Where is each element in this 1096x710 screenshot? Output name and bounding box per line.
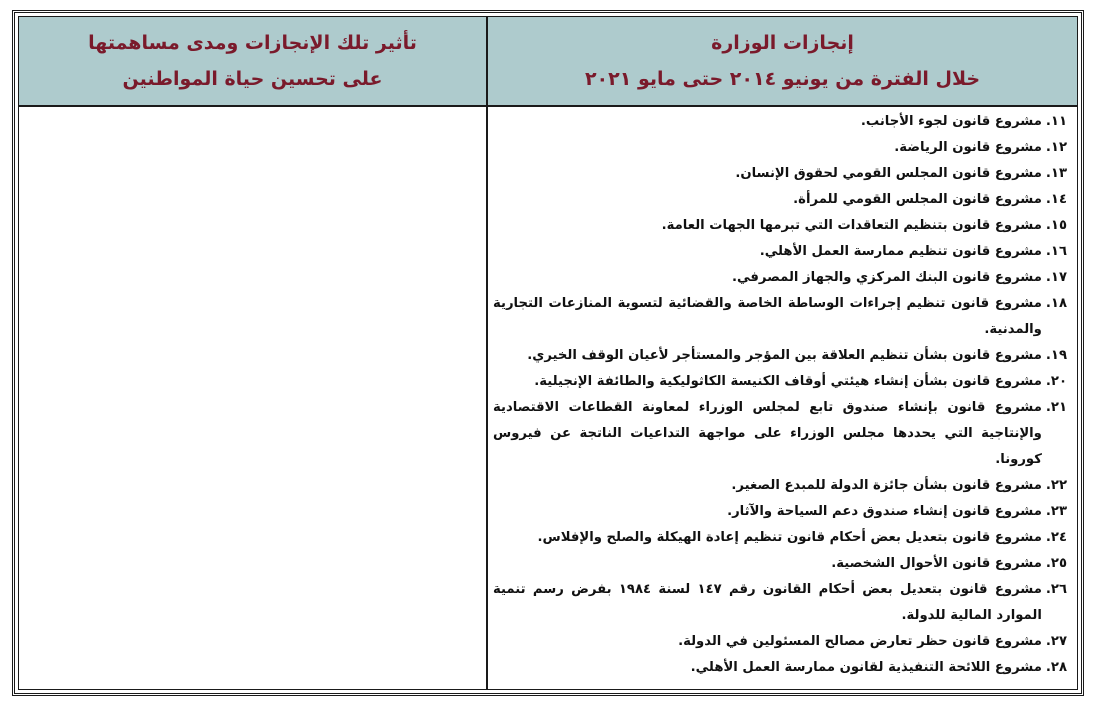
list-item-number: ١١.	[1045, 114, 1067, 129]
list-item-number: ١٧.	[1045, 270, 1067, 285]
list-item-number: ٢٢.	[1045, 478, 1067, 493]
list-item-text: مشروع قانون البنك المركزي والجهاز المصرفي.	[731, 270, 1042, 285]
column-divider	[486, 17, 488, 689]
list-item	[493, 187, 1067, 213]
list-item-text: مشروع قانون الأحوال الشخصية.	[831, 556, 1042, 571]
list-item	[493, 265, 1067, 291]
list-item-number: ١٩.	[1045, 348, 1067, 363]
list-item-number: ٢٧.	[1045, 634, 1067, 649]
list-item-number: ٢٥.	[1045, 556, 1067, 571]
list-item-text: مشروع قانون المجلس القومي لحقوق الإنسان.	[735, 166, 1042, 181]
list-item-text: مشروع قانون إنشاء صندوق دعم السياحة والآثار.	[727, 504, 1042, 519]
list-item	[493, 395, 1067, 473]
list-item-text: مشروع قانون بشأن جائزة الدولة للمبدع الصغير.	[731, 478, 1042, 493]
table-header-row	[19, 17, 1077, 107]
list-item-number: ٢٣.	[1045, 504, 1067, 519]
list-item	[493, 213, 1067, 239]
header-impact-cell	[19, 17, 486, 105]
list-item-text: مشروع قانون بإنشاء صندوق تابع لمجلس الوزراء لمعاونة القطاعات الاقتصادية والإنتاجية التي يحددها مجلس الوزراء على مواجهة التداعيات الناتجة عن فيروس كورونا.	[493, 400, 1042, 467]
list-item	[493, 499, 1067, 525]
list-item-text: مشروع قانون بتعديل بعض أحكام قانون تنظيم إعادة الهيكلة والصلح والإفلاس.	[537, 530, 1042, 545]
list-item	[493, 655, 1067, 681]
list-item-text: مشروع قانون بتنظيم التعاقدات التي تبرمها الجهات العامة.	[661, 218, 1042, 233]
list-item-text: مشروع قانون المجلس القومي للمرأة.	[793, 192, 1042, 207]
list-item-text: مشروع اللائحة التنفيذية لقانون ممارسة العمل الأهلي.	[690, 660, 1042, 675]
header-achievements-line2: خلال الفترة من يونيو ٢٠١٤ حتى مايو ٢٠٢١	[584, 68, 981, 90]
list-item-text: مشروع قانون الرياضة.	[894, 140, 1042, 155]
list-item-number: ١٣.	[1045, 166, 1067, 181]
list-item-text: مشروع قانون تنظيم ممارسة العمل الأهلي.	[759, 244, 1042, 259]
list-item-text: مشروع قانون بتعديل بعض أحكام القانون رقم ١٤٧ لسنة ١٩٨٤ بفرض رسم تنمية الموارد المالية للدولة.	[493, 582, 1042, 623]
list-item	[493, 239, 1067, 265]
header-impact-line1: تأثير تلك الإنجازات ومدى مساهمتها	[88, 32, 417, 54]
list-item	[493, 473, 1067, 499]
list-item	[493, 343, 1067, 369]
list-item-number: ١٦.	[1045, 244, 1067, 259]
list-item-number: ٢٤.	[1045, 530, 1067, 545]
list-item-number: ١٤.	[1045, 192, 1067, 207]
list-item	[493, 135, 1067, 161]
list-item	[493, 629, 1067, 655]
list-item-number: ٢٨.	[1045, 660, 1067, 675]
list-item	[493, 291, 1067, 343]
list-item-text: مشروع قانون بشأن إنشاء هيئتي أوقاف الكنيسة الكاثوليكية والطائفة الإنجيلية.	[534, 374, 1042, 389]
list-item-number: ١٢.	[1045, 140, 1067, 155]
table-frame	[12, 10, 1084, 696]
header-impact-line2: على تحسين حياة المواطنين	[122, 68, 383, 90]
list-item	[493, 551, 1067, 577]
list-item-text: مشروع قانون لجوء الأجانب.	[860, 114, 1042, 129]
list-item	[493, 369, 1067, 395]
list-item	[493, 109, 1067, 135]
list-item-number: ١٨.	[1045, 296, 1067, 311]
list-item-number: ٢١.	[1045, 400, 1067, 415]
list-item	[493, 161, 1067, 187]
list-item-number: ٢٠.	[1045, 374, 1067, 389]
list-item-text: مشروع قانون بشأن تنظيم العلاقة بين المؤجر والمستأجر لأعيان الوقف الخيري.	[527, 348, 1042, 363]
achievements-list	[493, 109, 1067, 681]
list-item	[493, 525, 1067, 551]
header-achievements-line1: إنجازات الوزارة	[711, 32, 854, 54]
list-item-text: مشروع قانون حظر تعارض مصالح المسئولين في الدولة.	[678, 634, 1042, 649]
list-item-text: مشروع قانون تنظيم إجراءات الوساطة الخاصة والقضائية لتسوية المنازعات التجارية والمدنية.	[493, 296, 1042, 337]
list-item	[493, 577, 1067, 629]
list-item-number: ٢٦.	[1045, 582, 1067, 597]
header-achievements-cell	[488, 17, 1077, 105]
list-item-number: ١٥.	[1045, 218, 1067, 233]
